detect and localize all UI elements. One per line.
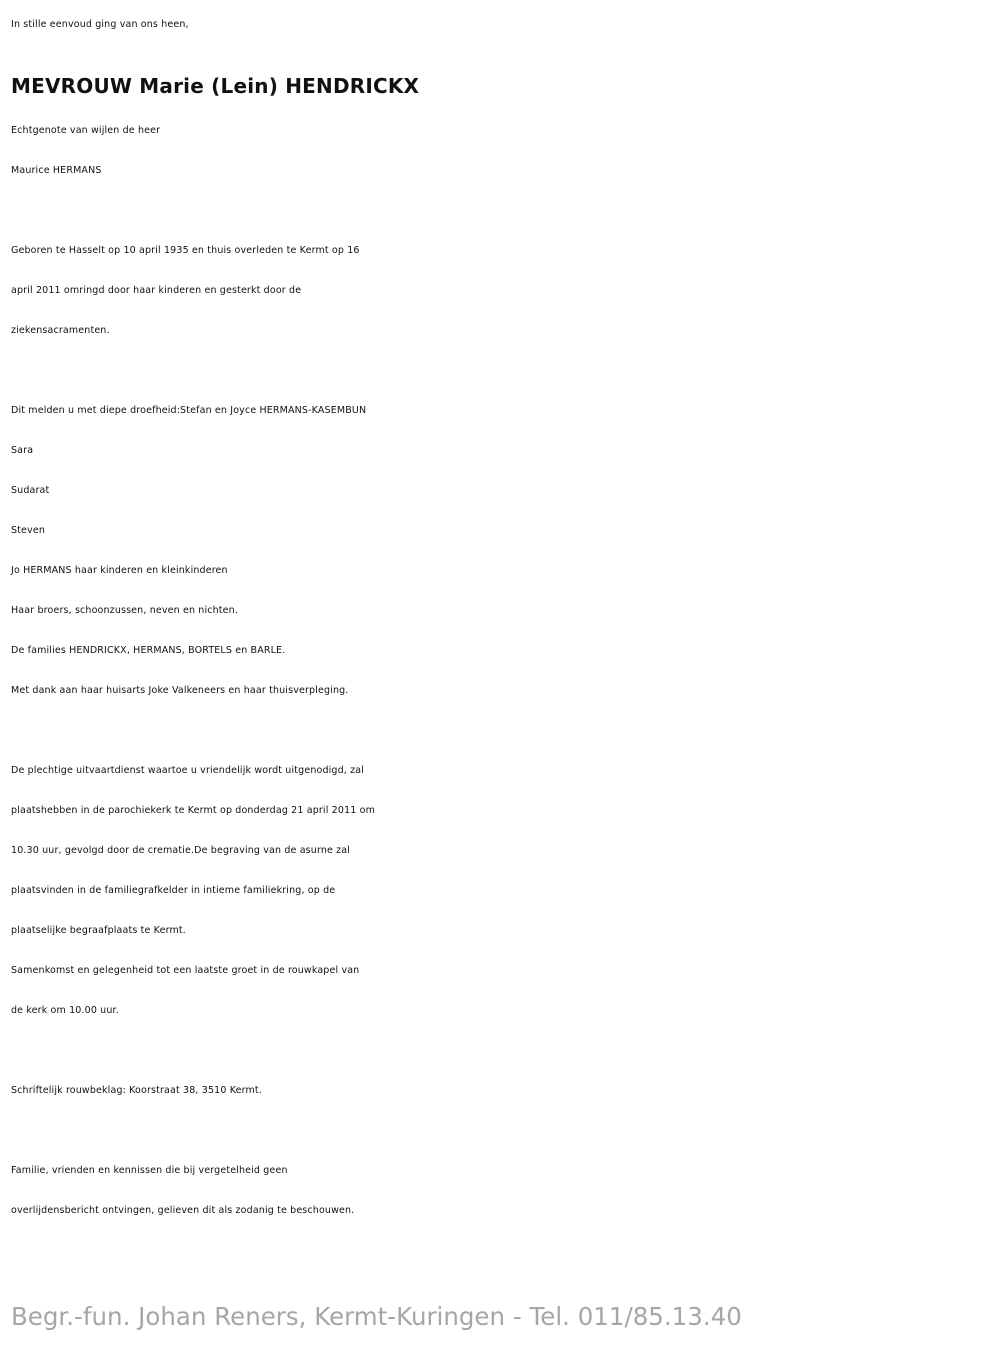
- spacer: [11, 1111, 1000, 1151]
- birth-death-paragraph: [11, 231, 1000, 351]
- paragraph-line: ziekensacramenten.: [11, 325, 110, 336]
- mourner-line: Sudarat: [11, 485, 50, 496]
- paragraph-line: plaatshebben in de parochiekerk te Kermt op donderdag 21 april 2011 om: [11, 805, 375, 816]
- spacer: [11, 1031, 1000, 1071]
- paragraph-line: De plechtige uitvaartdienst waartoe u vriendelijk wordt uitgenodigd, zal: [11, 765, 365, 776]
- paragraph-line: 10.30 uur, gevolgd door de crematie.De begraving van de asurne zal: [11, 845, 351, 856]
- mourner-line: Sara: [11, 445, 34, 456]
- mourner-line: Met dank aan haar huisarts Joke Valkeneers en haar thuisverpleging.: [11, 685, 349, 696]
- spacer: [11, 191, 1000, 231]
- mourner-line: Haar broers, schoonzussen, neven en nichten.: [11, 605, 239, 616]
- paragraph-line: de kerk om 10.00 uur.: [11, 1005, 119, 1016]
- paragraph-line: Samenkomst en gelegenheid tot een laatste groet in de rouwkapel van: [11, 965, 360, 976]
- paragraph-line: overlijdensbericht ontvingen, gelieven dit als zodanig te beschouwen.: [11, 1205, 355, 1216]
- paragraph-line: plaatselijke begraafplaats te Kermt.: [11, 925, 186, 936]
- obituary-notice: [0, 5, 1000, 1355]
- paragraph-line: april 2011 omringd door haar kinderen en gesterkt door de: [11, 285, 302, 296]
- spouse-name: Maurice HERMANS: [11, 165, 102, 176]
- spouse-line: Echtgenote van wijlen de heer: [11, 125, 161, 136]
- paragraph-line: Geboren te Hasselt op 10 april 1935 en thuis overleden te Kermt op 16: [11, 245, 360, 256]
- funeral-director-footer: Begr.-fun. Johan Reners, Kermt-Kuringen - Tel. 011/85.13.40: [11, 1302, 742, 1331]
- mourner-line: De families HENDRICKX, HERMANS, BORTELS en BARLE.: [11, 645, 286, 656]
- paragraph-line: Familie, vrienden en kennissen die bij vergetelheid geen: [11, 1165, 288, 1176]
- mourner-line: Jo HERMANS haar kinderen en kleinkinderen: [11, 565, 228, 576]
- spacer: [11, 711, 1000, 751]
- funeral-paragraph: [11, 751, 1000, 1031]
- intro-text: In stille eenvoud ging van ons heen,: [11, 19, 189, 30]
- condolence-address: Schriftelijk rouwbeklag: Koorstraat 38, 3510 Kermt.: [11, 1085, 262, 1096]
- mourner-line: Steven: [11, 525, 45, 536]
- spacer: [11, 351, 1000, 391]
- paragraph-line: plaatsvinden in de familiegrafkelder in intieme familiekring, op de: [11, 885, 336, 896]
- deceased-name: MEVROUW Marie (Lein) HENDRICKX: [11, 74, 420, 98]
- mourners-list: [11, 391, 1000, 711]
- mourner-line: Dit melden u met diepe droefheid:Stefan en Joyce HERMANS-KASEMBUN: [11, 405, 367, 416]
- notice-paragraph: [11, 1151, 1000, 1231]
